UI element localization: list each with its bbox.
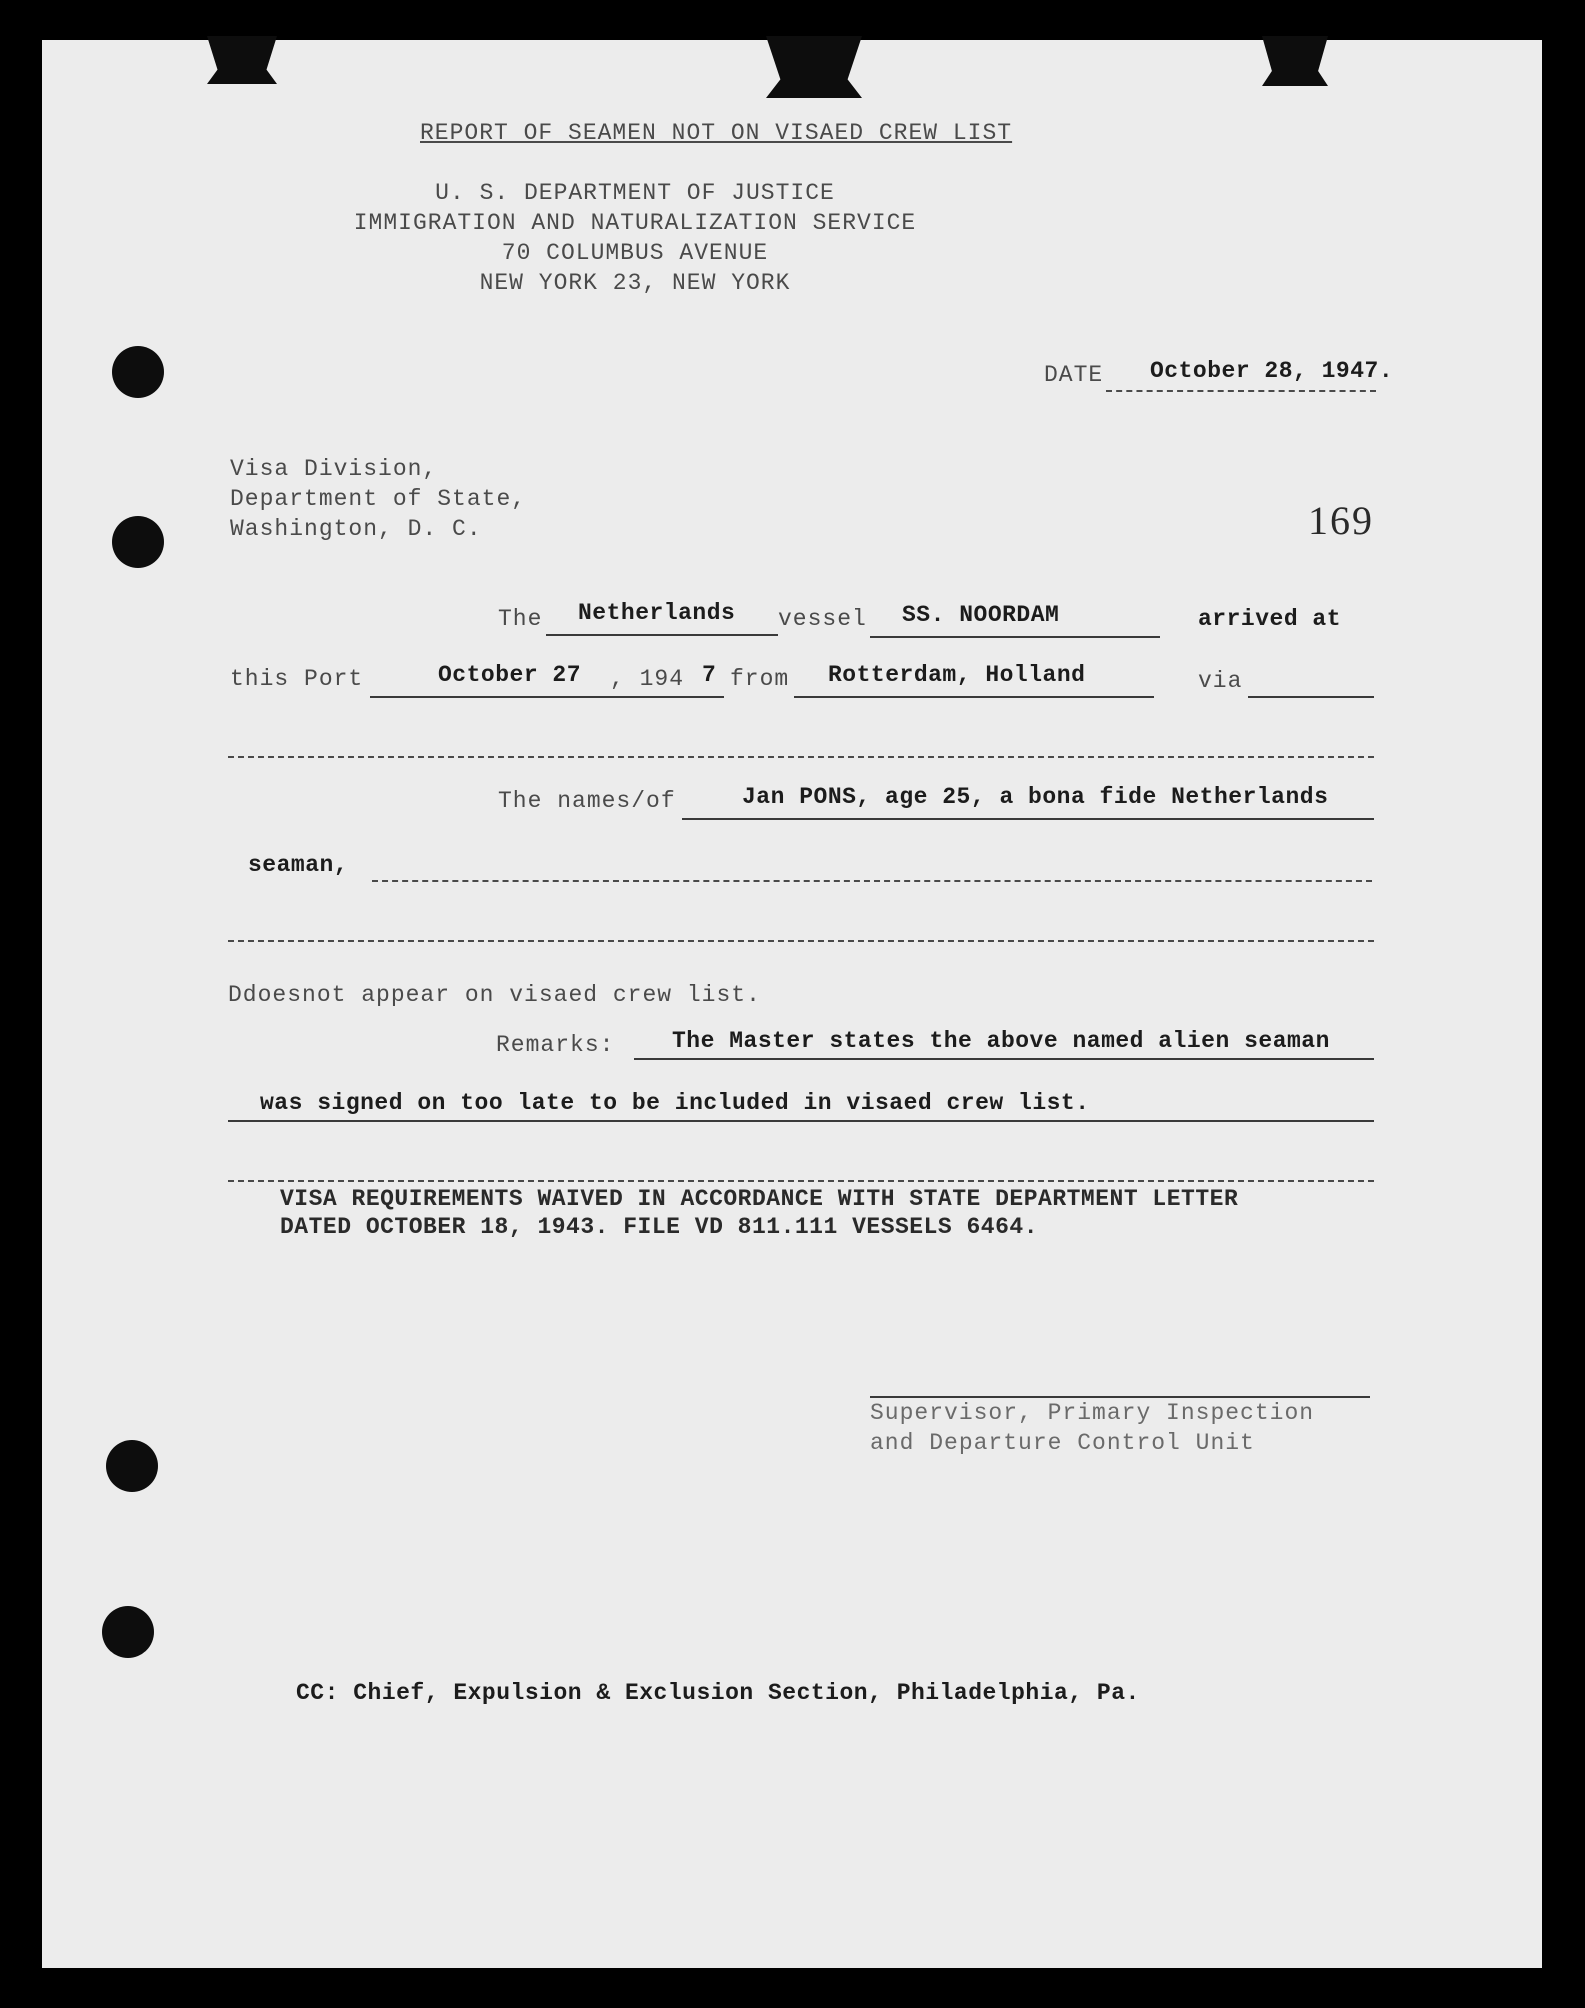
arrived-label: arrived at — [1198, 606, 1342, 632]
header-city: NEW YORK 23, NEW YORK — [479, 270, 791, 296]
waiver-stamp-line-2: DATED OCTOBER 18, 1943. FILE VD 811.111 VESSELS 6464. — [280, 1214, 1039, 1240]
vessel-underline — [870, 636, 1160, 638]
names-continuation-line — [372, 880, 1372, 882]
waiver-stamp-line-1: VISA REQUIREMENTS WAIVED IN ACCORDANCE WITH STATE DEPARTMENT LETTER — [280, 1186, 1239, 1212]
signature-title-2: and Departure Control Unit — [870, 1430, 1255, 1456]
date-label: DATE — [1044, 362, 1104, 388]
addressee-line-3: Washington, D. C. — [230, 516, 482, 542]
names-label: The names/of — [498, 788, 676, 814]
report-title: REPORT OF SEAMEN NOT ON VISAED CREW LIST — [420, 120, 1013, 146]
binder-clip-left — [207, 36, 277, 84]
header-service: IMMIGRATION AND NATURALIZATION SERVICE — [353, 210, 917, 236]
year-digit: 7 — [702, 662, 717, 688]
punch-hole-3 — [106, 1440, 158, 1492]
year-prefix: , 194 — [610, 666, 685, 692]
from-label: from — [730, 666, 790, 692]
addressee-line-2: Department of State, — [230, 486, 527, 512]
signature-line — [870, 1396, 1370, 1398]
date-underline — [1106, 390, 1376, 392]
vessel-label: vessel — [778, 606, 867, 632]
blank-line-3 — [228, 1180, 1374, 1182]
remarks-line-2: was signed on too late to be included in visaed crew list. — [260, 1090, 1090, 1116]
blank-line-1 — [228, 756, 1374, 758]
addressee-line-1: Visa Division, — [230, 456, 438, 482]
punch-hole-4 — [102, 1606, 154, 1658]
blank-line-2 — [228, 940, 1374, 942]
port-label: this Port — [230, 666, 364, 692]
header-street: 70 COLUMBUS AVENUE — [501, 240, 769, 266]
document-page — [42, 40, 1542, 1968]
binder-clip-middle — [766, 36, 862, 98]
seaman-name-cont: seaman, — [248, 852, 349, 878]
vessel-name: SS. NOORDAM — [902, 602, 1060, 628]
signature-title-1: Supervisor, Primary Inspection — [870, 1400, 1315, 1426]
origin-underline — [794, 696, 1154, 698]
punch-hole-2 — [112, 516, 164, 568]
remarks-label: Remarks: — [496, 1032, 615, 1058]
vessel-the-label: The — [498, 606, 543, 632]
arrival-date-underline — [370, 696, 724, 698]
via-underline — [1248, 696, 1374, 698]
cc-line: CC: Chief, Expulsion & Exclusion Section, Philadelphia, Pa. — [296, 1680, 1140, 1706]
binder-clip-right — [1262, 36, 1328, 86]
header-department: U. S. DEPARTMENT OF JUSTICE — [435, 180, 835, 206]
remarks-underline-1 — [634, 1058, 1374, 1060]
origin-port: Rotterdam, Holland — [828, 662, 1086, 688]
date-value: October 28, 1947. — [1150, 358, 1394, 384]
arrival-date: October 27 — [438, 662, 582, 688]
nationality-underline — [546, 634, 778, 636]
remarks-line-1: The Master states the above named alien seaman — [672, 1028, 1330, 1054]
seaman-name: Jan PONS, age 25, a bona fide Netherlands — [742, 784, 1329, 810]
remarks-underline-2 — [228, 1120, 1374, 1122]
names-underline — [682, 818, 1374, 820]
via-label: via — [1198, 668, 1243, 694]
appear-statement: Ddoesnot appear on visaed crew list. — [228, 982, 761, 1008]
punch-hole-1 — [112, 346, 164, 398]
vessel-nationality: Netherlands — [578, 600, 736, 626]
page-number: 169 — [1308, 498, 1374, 543]
